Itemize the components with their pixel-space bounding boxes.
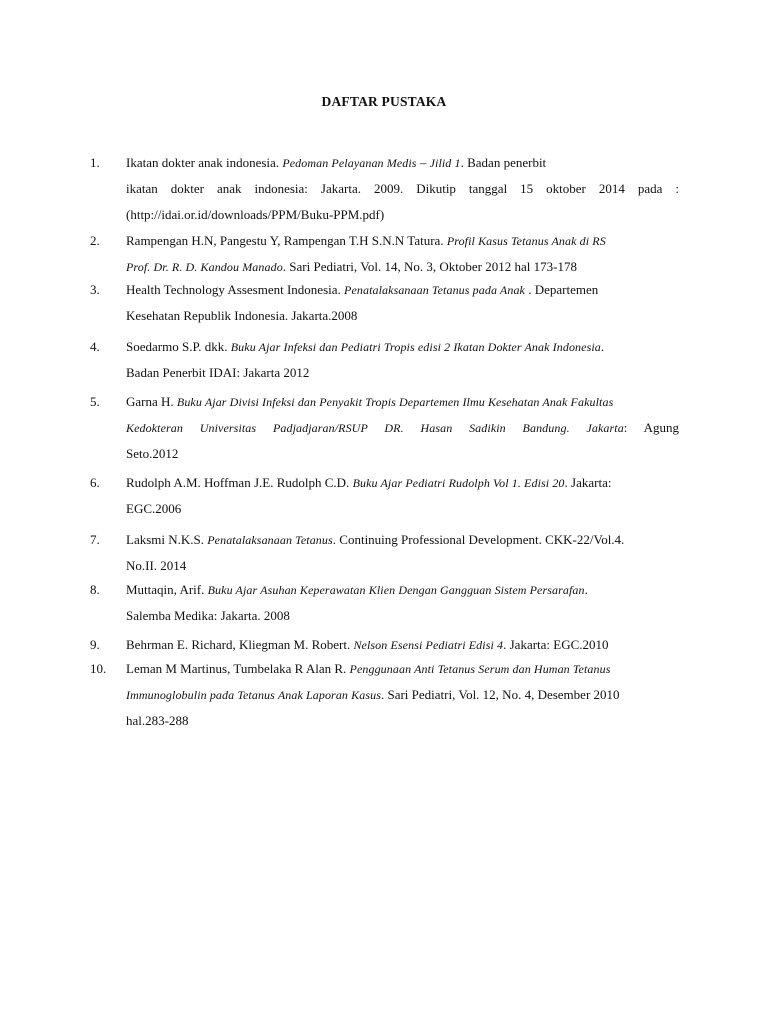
reference-title-italic: Buku Ajar Infeksi dan Pediatri Tropis edisi 2 Ikatan Dokter Anak Indonesia [230,340,601,354]
reference-line [126,603,679,629]
reference-segment: . Sari Pediatri, Vol. 12, No. 4, Desember 2010 [380,687,620,702]
reference-title-italic: Penatalaksanaan Tetanus pada Anak [344,283,525,297]
reference-item [90,527,680,579]
reference-number: 7. [90,532,100,547]
reference-segment: Leman M Martinus, Tumbelaka R Alan R. [126,661,350,676]
reference-item [90,389,680,467]
reference-line [126,150,679,176]
page-title: DAFTAR PUSTAKA [321,94,447,109]
reference-number: 9. [90,637,100,652]
reference-item [90,150,680,228]
reference-title-italic: Penatalaksanaan Tetanus [207,533,333,547]
reference-text [126,656,679,734]
reference-line [126,656,679,682]
reference-number: 4. [90,339,100,354]
reference-segment: Rudolph A.M. Hoffman J.E. Rudolph C.D. [126,475,353,490]
reference-segment: Muttaqin, Arif. [126,582,208,597]
reference-segment: . Badan penerbit [460,155,547,170]
reference-segment: Badan Penerbit IDAI: Jakarta 2012 [126,365,310,380]
reference-segment: No.II. 2014 [126,558,187,573]
reference-line [126,389,679,415]
reference-line [126,527,679,553]
reference-segment: Laksmi N.K.S. [126,532,208,547]
reference-segment: Kesehatan Republik Indonesia. Jakarta.2008 [126,308,358,323]
reference-line [126,228,679,254]
reference-segment: : Agung [623,420,679,435]
reference-number: 5. [90,394,100,409]
reference-segment: EGC.2006 [126,501,182,516]
reference-title-italic: Profil Kasus Tetanus Anak di RS [446,234,606,248]
reference-number: 2. [90,233,100,248]
reference-item [90,470,680,522]
reference-segment: . Departemen [524,282,599,297]
reference-title-italic: Buku Ajar Divisi Infeksi dan Penyakit Tropis Departemen Ilmu Kesehatan Anak Fakultas [176,395,614,409]
reference-line [126,360,679,386]
reference-text [126,470,679,522]
reference-segment: Health Technology Assesment Indonesia. [126,282,345,297]
reference-text [126,632,679,658]
reference-segment: Seto.2012 [126,446,179,461]
reference-number: 1. [90,155,100,170]
reference-line [126,202,679,228]
reference-title-italic: Pedoman Pelayanan Medis [282,156,417,170]
reference-item [90,228,680,280]
reference-line [126,708,679,734]
reference-number: 10. [90,661,107,676]
reference-line [126,334,679,360]
reference-item [90,334,680,386]
reference-line [126,632,679,658]
reference-segment: Ikatan dokter anak indonesia. [126,155,283,170]
reference-line [126,496,679,522]
reference-segment: ikatan dokter anak indonesia: Jakarta. 2009. Dikutip tanggal 15 oktober 2014 pada : [126,181,679,196]
reference-text [126,334,679,386]
reference-item [90,632,680,658]
reference-title-italic: Buku Ajar Asuhan Keperawatan Klien Dengan Gangguan Sistem Persarafan [207,583,585,597]
reference-line [126,682,679,708]
reference-title-italic: Immunoglobulin pada Tetanus Anak Laporan Kasus [126,688,381,702]
reference-line [126,415,679,441]
reference-text [126,150,679,228]
reference-title-italic: Prof. Dr. R. D. Kandou Manado [126,260,283,274]
reference-segment: Behrman E. Richard, Kliegman M. Robert. [126,637,354,652]
reference-segment: hal.283-288 [126,713,189,728]
reference-segment: (http://idai.or.id/downloads/PPM/Buku-PPM.pdf) [126,207,385,222]
reference-line [126,470,679,496]
reference-text [126,277,679,329]
reference-text [126,577,679,629]
reference-segment: . [600,339,605,354]
reference-segment: Rampengan H.N, Pangestu Y, Rampengan T.H S.N.N Tatura. [126,233,447,248]
reference-title-italic: Kedokteran Universitas Padjadjaran/RSUP DR. Hasan Sadikin Bandung. Jakarta [126,421,624,435]
reference-item [90,277,680,329]
reference-number: 6. [90,475,100,490]
reference-segment: . Continuing Professional Development. CKK-22/Vol.4. [332,532,625,547]
reference-text [126,228,679,280]
reference-segment: . Jakarta: EGC.2010 [503,637,609,652]
reference-title-italic: Jilid 1 [429,156,461,170]
reference-segment: Soedarmo S.P. dkk. [126,339,231,354]
reference-item [90,577,680,629]
reference-segment: – [416,155,430,170]
reference-title-italic: Penggunaan Anti Tetanus Serum dan Human Tetanus [349,662,611,676]
reference-item [90,656,680,734]
reference-segment: Garna H. [126,394,177,409]
reference-number: 8. [90,582,100,597]
reference-segment: . Jakarta: [564,475,612,490]
reference-line [126,303,679,329]
reference-line [126,277,679,303]
reference-text [126,389,679,467]
reference-line [126,176,679,202]
reference-title-italic: Buku Ajar Pediatri Rudolph Vol 1. Edisi 20 [352,476,565,490]
reference-line [126,553,679,579]
reference-line [126,441,679,467]
reference-segment: . [584,582,588,597]
reference-number: 3. [90,282,100,297]
reference-segment: Salemba Medika: Jakarta. 2008 [126,608,290,623]
reference-line [126,577,679,603]
reference-title-italic: Nelson Esensi Pediatri Edisi 4 [353,638,504,652]
reference-segment: . Sari Pediatri, Vol. 14, No. 3, Oktober 2012 hal 173-178 [282,259,577,274]
reference-text [126,527,679,579]
